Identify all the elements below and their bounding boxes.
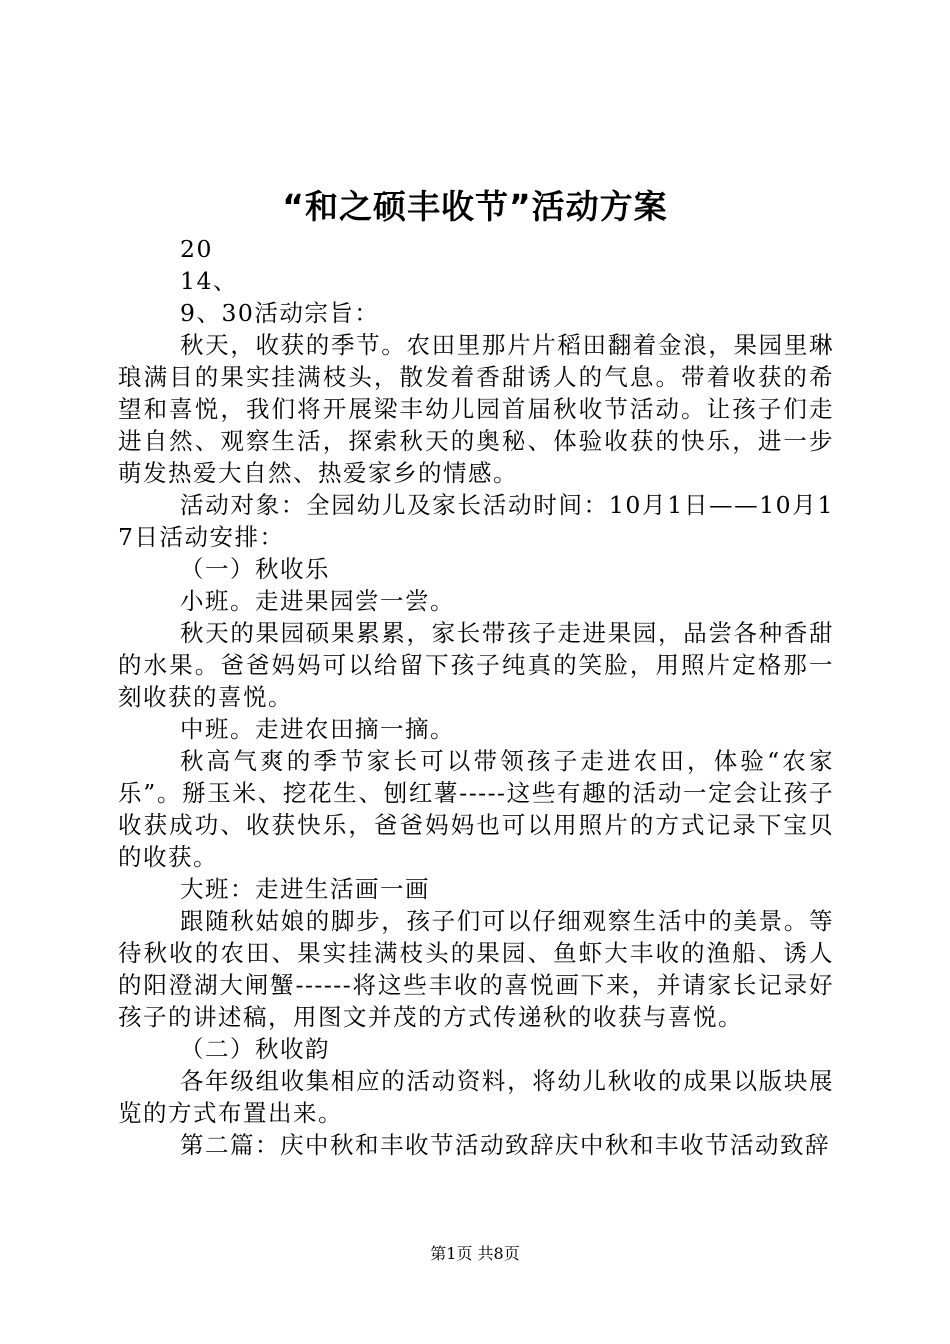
page-footer: 第1页 共8页: [430, 1244, 520, 1263]
paragraph: 活动对象：全园幼儿及家长活动时间：10月1日——10月17日活动安排：: [118, 491, 834, 551]
paragraph: 中班。走进农田摘一摘。: [180, 715, 455, 743]
document-title: “和之硕丰收节”活动方案: [282, 187, 668, 226]
paragraph: 各年级组收集相应的活动资料，将幼儿秋收的成果以版块展览的方式布置出来。: [118, 1067, 834, 1127]
paragraph: 秋天的果园硕果累累，家长带孩子走进果园，品尝各种香甜的水果。爸爸妈妈可以给留下孩子纯真的笑脸，用照片定格那一刻收获的喜悦。: [118, 619, 834, 711]
paragraph: 第二篇：庆中秋和丰收节活动致辞庆中秋和丰收节活动致辞: [180, 1131, 830, 1159]
section-heading: （一）秋收乐: [180, 555, 330, 583]
paragraph: 9、30活动宗旨：: [180, 299, 380, 327]
document-body: [118, 233, 834, 1161]
paragraph: 小班。走进果园尝一尝。: [180, 587, 455, 615]
paragraph: 大班：走进生活画一画: [180, 875, 430, 903]
paragraph: 20: [180, 235, 213, 263]
paragraph: 14、: [180, 267, 238, 295]
paragraph: 秋高气爽的季节家长可以带领孩子走进农田，体验“农家乐”。掰玉米、挖花生、刨红薯-----这些有趣的活动一定会让孩子收获成功、收获快乐，爸爸妈妈也可以用照片的方式记录下宝贝的收获。: [118, 747, 834, 871]
section-heading: （二）秋收韵: [180, 1035, 330, 1063]
paragraph: 跟随秋姑娘的脚步，孩子们可以仔细观察生活中的美景。等待秋收的农田、果实挂满枝头的果园、鱼虾大丰收的渔船、诱人的阳澄湖大闸蟹------将这些丰收的喜悦画下来，并请家长记录好孩子的讲述稿，用图文并茂的方式传递秋的收获与喜悦。: [118, 907, 834, 1031]
paragraph: 秋天，收获的季节。农田里那片片稻田翻着金浪，果园里琳琅满目的果实挂满枝头，散发着香甜诱人的气息。带着收获的希望和喜悦，我们将开展梁丰幼儿园首届秋收节活动。让孩子们走进自然、观察生活，探索秋天的奥秘、体验收获的快乐，进一步萌发热爱大自然、热爱家乡的情感。: [118, 331, 834, 487]
